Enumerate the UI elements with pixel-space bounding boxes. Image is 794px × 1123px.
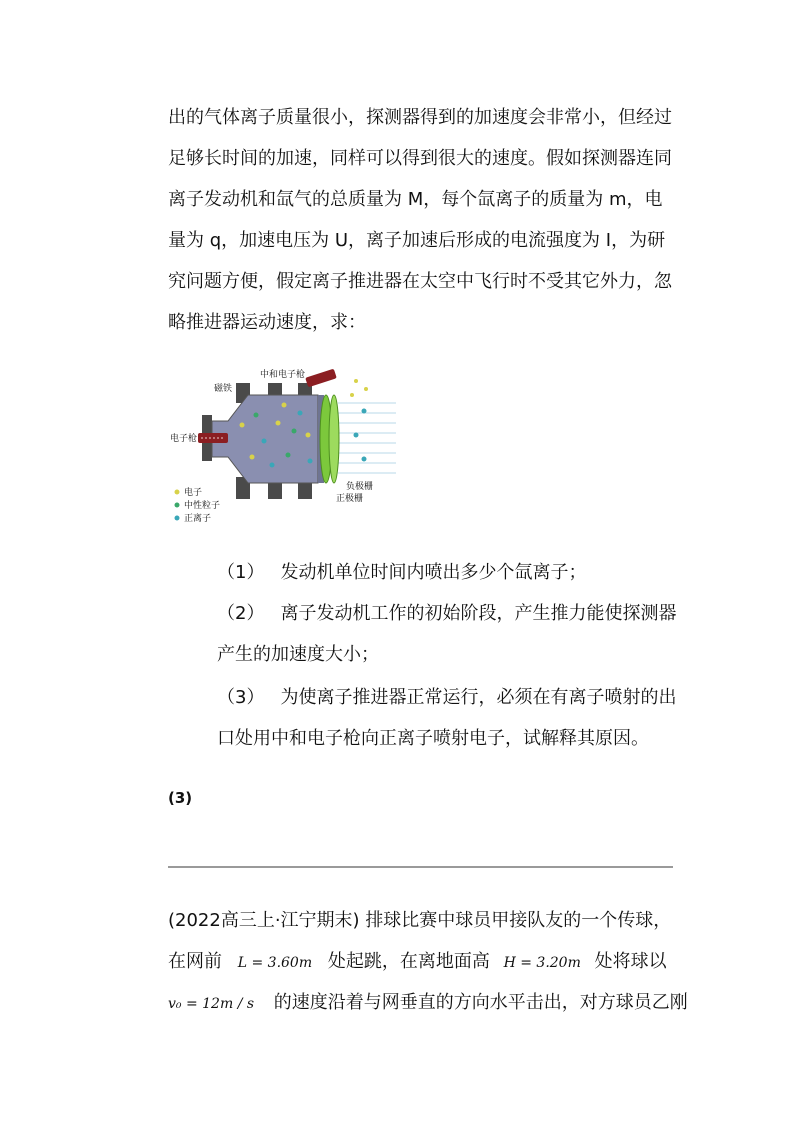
legend-ion: 正离子 [184, 514, 212, 524]
next-problem [168, 900, 688, 1023]
equation-v0: v₀ = 12m / s [168, 996, 255, 1012]
intro-line: 足够长时间的加速，同样可以得到很大的速度。假如探测器连同 [168, 148, 672, 169]
section-divider [168, 866, 673, 868]
ion-thruster-figure [168, 365, 398, 530]
equation-L: L = 3.60m [237, 955, 313, 971]
problem-text: 排球比赛中球员甲接队友的一个传球， [365, 910, 672, 931]
intro-line: 究问题方便，假定离子推进器在太空中飞行时不受其它外力，忽 [168, 271, 672, 292]
answer-label: (3) [168, 789, 193, 807]
legend-ion-dot [175, 516, 180, 521]
negative-grid [329, 395, 339, 483]
problem-source: (2022高三上·江宁期末) [168, 910, 360, 931]
question-text: 离子发动机工作的初始阶段，产生推力能使探测器 [280, 603, 677, 624]
problem-text: 的速度沿着与网垂直的方向水平击出，对方球员乙刚 [273, 992, 688, 1013]
problem-text: 在网前 [168, 951, 222, 972]
question-text: 发动机单位时间内喷出多少个氙离子； [280, 562, 587, 583]
label-negative-grid: 负极栅 [346, 482, 374, 492]
intro-line: 量为 q，加速电压为 U，离子加速后形成的电流强度为 I，为研 [168, 230, 666, 251]
label-electron-gun: 电子枪 [170, 434, 198, 444]
legend-neutral: 中性粒子 [184, 501, 221, 511]
equation-H: H = 3.20m [503, 955, 581, 971]
intro-line: 出的气体离子质量很小，探测器得到的加速度会非常小，但经过 [168, 107, 672, 128]
question-3 [217, 677, 679, 759]
intro-line: 略推进器运动速度，求： [168, 312, 366, 333]
question-text: 产生的加速度大小； [217, 644, 379, 665]
exhaust-beams [338, 403, 396, 473]
question-2 [217, 593, 679, 675]
intro-paragraph [168, 97, 678, 343]
legend-electron-dot [175, 490, 180, 495]
question-number: （3） [217, 687, 265, 708]
legend-neutral-dot [175, 503, 180, 508]
problem-text: 处起跳，在离地面高 [327, 951, 490, 972]
label-neutralizer-gun: 中和电子枪 [260, 370, 306, 380]
question-1 [217, 552, 679, 593]
question-number: （2） [217, 603, 265, 624]
legend-electron: 电子 [184, 488, 203, 498]
question-number: （1） [217, 562, 265, 583]
problem-text: 处将球以 [594, 951, 667, 972]
intro-line: 离子发动机和氙气的总质量为 M，每个氙离子的质量为 m，电 [168, 189, 663, 210]
question-text: 口处用中和电子枪向正离子喷射电子，试解释其原因。 [217, 728, 649, 749]
neutralizer-electron-gun [305, 369, 337, 388]
label-positive-grid: 正极栅 [336, 494, 364, 504]
label-magnet: 磁铁 [214, 384, 233, 394]
question-text: 为使离子推进器正常运行，必须在有离子喷射的出 [280, 687, 677, 708]
